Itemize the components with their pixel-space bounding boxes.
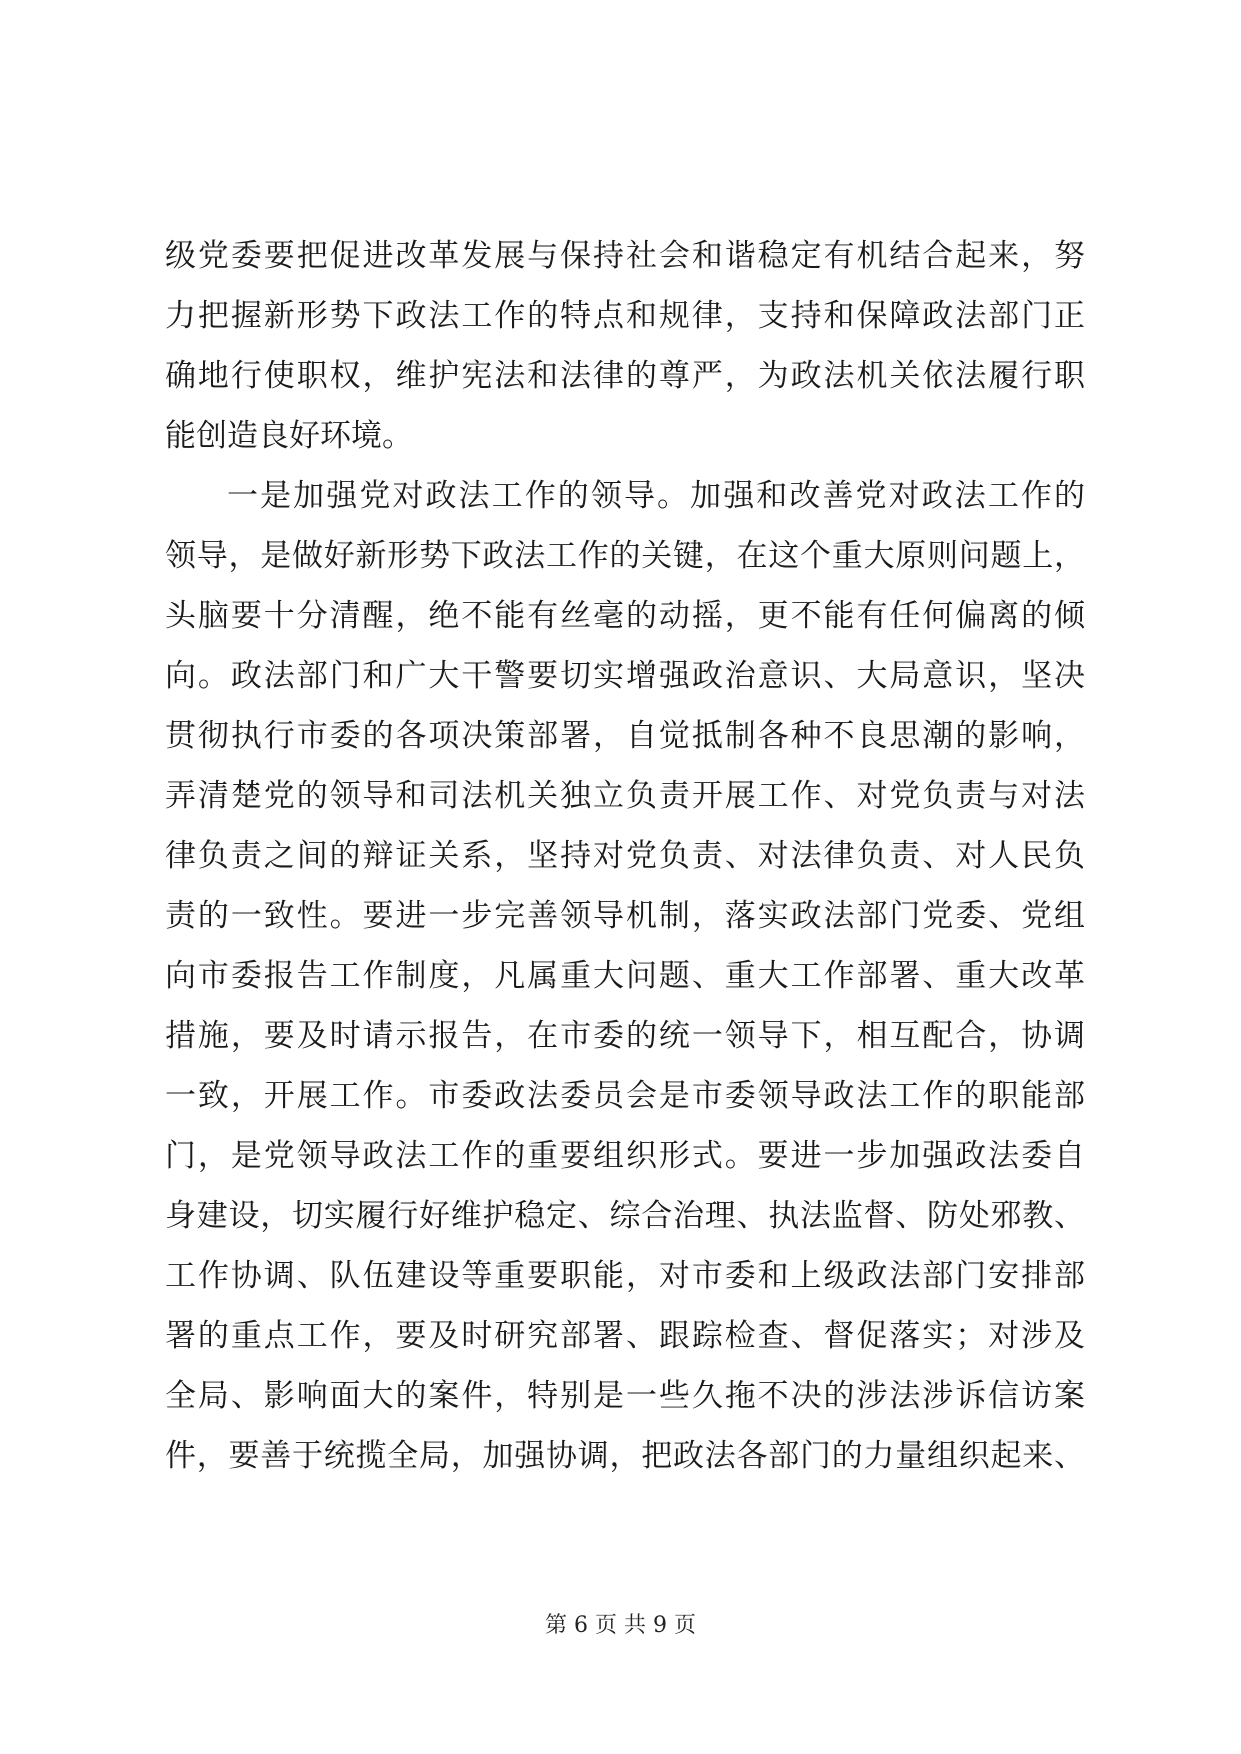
text-line: 能创造良好环境。	[165, 418, 413, 454]
text-line: 门，是党领导政法工作的重要组织形式。要进一步加强政法委自	[165, 1138, 1085, 1174]
text-line: 措施，要及时请示报告，在市委的统一领导下，相互配合，协调	[165, 1018, 1085, 1054]
text-line: 全局、影响面大的案件，特别是一些久拖不决的涉法涉诉信访案	[165, 1378, 1085, 1414]
text-line: 工作协调、队伍建设等重要职能，对市委和上级政法部门安排部	[165, 1258, 1085, 1294]
text-line: 级党委要把促进改革发展与保持社会和谐稳定有机结合起来，努	[165, 238, 1085, 274]
text-line: 件，要善于统揽全局，加强协调，把政法各部门的力量组织起来、	[165, 1438, 1085, 1474]
text-line: 向市委报告工作制度，凡属重大问题、重大工作部署、重大改革	[165, 958, 1085, 994]
text-line: 头脑要十分清醒，绝不能有丝毫的动摇，更不能有任何偏离的倾	[165, 598, 1085, 634]
text-line: 身建设，切实履行好维护稳定、综合治理、执法监督、防处邪教、	[165, 1198, 1085, 1234]
text-line: 署的重点工作，要及时研究部署、跟踪检查、督促落实；对涉及	[165, 1318, 1085, 1354]
text-line: 责的一致性。要进一步完善领导机制，落实政法部门党委、党组	[165, 898, 1085, 934]
page-number-footer: 第 6 页 共 9 页	[545, 1613, 696, 1638]
text-line: 律负责之间的辩证关系，坚持对党负责、对法律负责、对人民负	[165, 838, 1085, 874]
text-line: 弄清楚党的领导和司法机关独立负责开展工作、对党负责与对法	[165, 778, 1085, 814]
text-line: 确地行使职权，维护宪法和法律的尊严，为政法机关依法履行职	[165, 358, 1085, 394]
text-line: 一致，开展工作。市委政法委员会是市委领导政法工作的职能部	[165, 1078, 1085, 1114]
text-line: 领导，是做好新形势下政法工作的关键，在这个重大原则问题上，	[165, 538, 1085, 574]
paragraph-first-line: 一是加强党对政法工作的领导。加强和改善党对政法工作的	[227, 478, 1085, 514]
text-line: 贯彻执行市委的各项决策部署，自觉抵制各种不良思潮的影响，	[165, 718, 1085, 754]
text-line: 力把握新形势下政法工作的特点和规律，支持和保障政法部门正	[165, 298, 1085, 334]
text-line: 向。政法部门和广大干警要切实增强政治意识、大局意识，坚决	[165, 658, 1085, 694]
body-text	[165, 226, 1085, 1486]
